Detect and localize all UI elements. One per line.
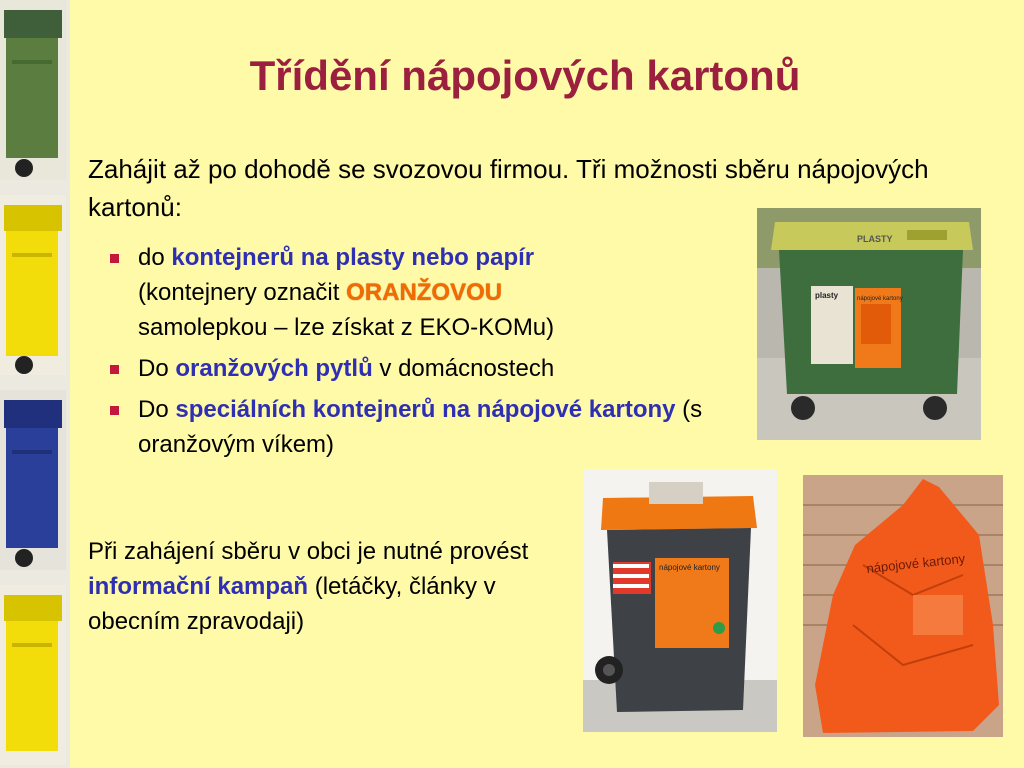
item-highlight: oranžových pytlů bbox=[175, 355, 373, 382]
collection-options-list bbox=[110, 240, 730, 468]
bag-label-text: nápojové kartony bbox=[865, 550, 966, 576]
campaign-highlight: informační kampaň bbox=[88, 573, 309, 600]
item-orange-word: ORANŽOVOU bbox=[346, 279, 503, 306]
list-item bbox=[110, 351, 730, 386]
bin-label-text: nápojové kartony bbox=[659, 563, 720, 572]
orange-bag-photo bbox=[803, 475, 1003, 737]
plasty-label-text: plasty bbox=[815, 291, 839, 300]
bullet-square-icon bbox=[110, 406, 119, 415]
blue-bin-image bbox=[0, 390, 66, 570]
item-text-post: v domácnostech bbox=[372, 355, 555, 382]
item-text: Do bbox=[138, 396, 176, 423]
list-item bbox=[110, 240, 730, 345]
item-highlight: speciálních kontejnerů na nápojové kartony bbox=[175, 396, 676, 423]
campaign-paragraph bbox=[88, 534, 568, 639]
green-container-photo bbox=[757, 208, 981, 440]
yellow-bin-image-2 bbox=[0, 585, 66, 765]
yellow-bin-image bbox=[0, 195, 66, 375]
item-text-mid: (kontejnery označit bbox=[138, 279, 347, 306]
intro-text: Zahájit až po dohodě se svozovou firmou. Tři možnosti sběru nápojových kartonů: bbox=[88, 154, 929, 222]
page-title: Třídění nápojových kartonů bbox=[249, 52, 801, 99]
item-text-post: samolepkou – lze získat z EKO-KOMu) bbox=[138, 314, 555, 341]
lid-text: PLASTY bbox=[857, 234, 893, 244]
carton-label-text: nápojové kartony bbox=[857, 296, 903, 302]
bin-photo-strip bbox=[0, 0, 70, 768]
gray-bin-orange-lid-photo bbox=[583, 470, 777, 732]
item-text-post: (s oranžovým víkem) bbox=[138, 396, 703, 458]
item-highlight: kontejnerů na plasty nebo papír bbox=[171, 244, 535, 271]
item-text: do bbox=[138, 244, 172, 271]
list-item bbox=[110, 392, 730, 462]
item-text: Do bbox=[138, 355, 176, 382]
campaign-text: Při zahájení sběru v obci je nutné provést bbox=[88, 538, 529, 565]
campaign-text-post: (letáčky, články v obecním zpravodaji) bbox=[88, 573, 496, 635]
bullet-square-icon bbox=[110, 365, 119, 374]
bullet-square-icon bbox=[110, 254, 119, 263]
